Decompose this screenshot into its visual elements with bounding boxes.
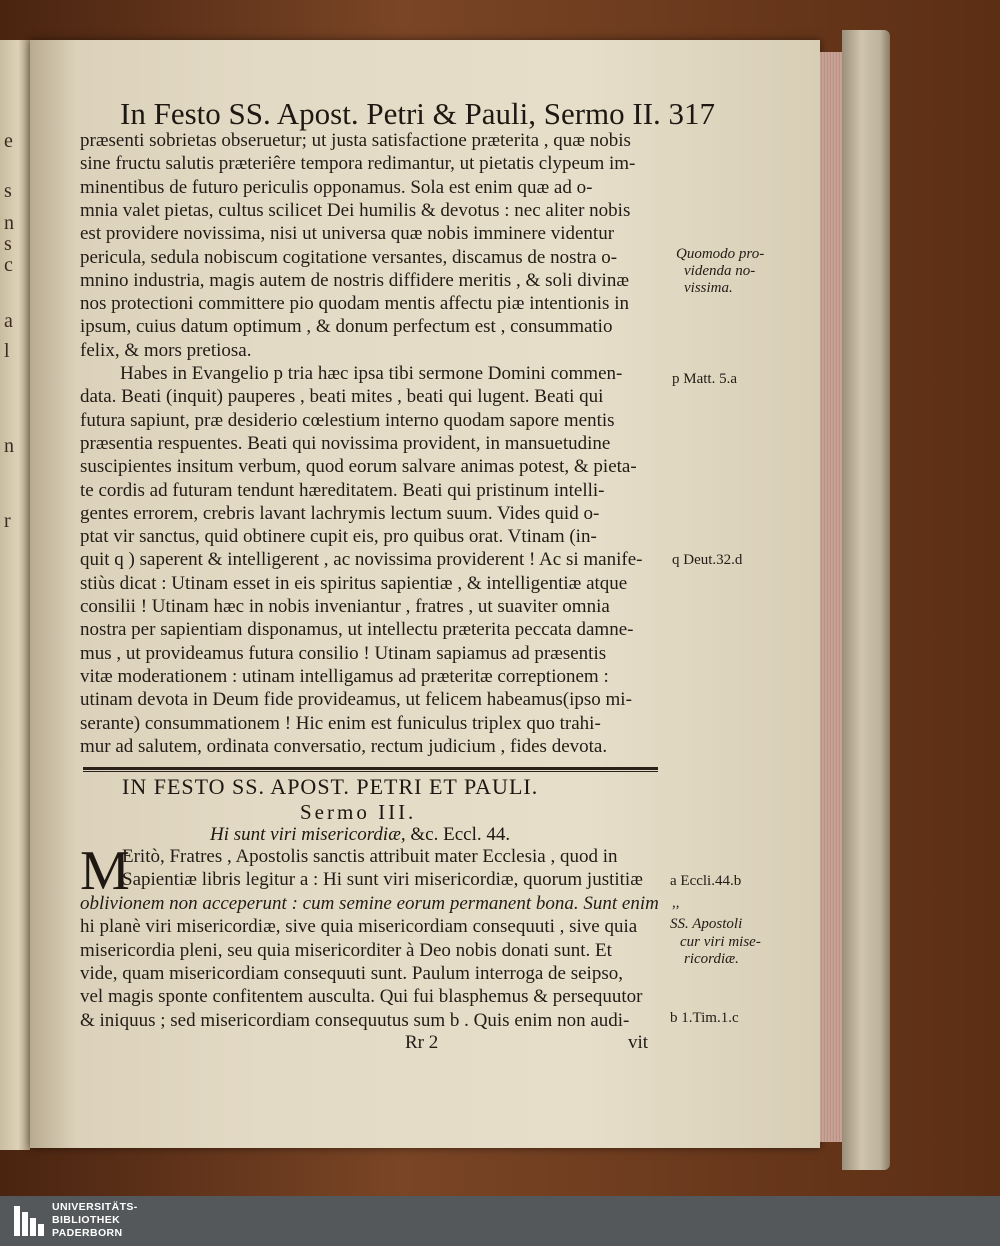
epigraph-italic: Hi sunt viri misericordiæ, bbox=[210, 824, 406, 845]
body-line: pericula, sedula nobiscum cogitatione versantes, discamus de nostra o- bbox=[80, 246, 618, 268]
body-line: te cordis ad futuram tendunt hæreditatem. Beati qui pristinum intelli- bbox=[80, 479, 605, 501]
sermon-line: hi planè viri misericordiæ, sive quia misericordiam consequuti , sive quia bbox=[80, 916, 638, 938]
catchword: vit bbox=[628, 1032, 649, 1053]
sermon-epigraph bbox=[210, 824, 510, 846]
running-head: In Festo SS. Apost. Petri & Pauli, Sermo II. 317 bbox=[120, 96, 716, 131]
body-line: mnino industria, magis autem de nostris diffidere meritis , & soli divinæ bbox=[80, 269, 630, 291]
section-rule bbox=[83, 767, 658, 770]
margin-note: a Eccli.44.b bbox=[670, 873, 742, 889]
body-line: nos protectioni committere pio quodam mentis affectu piæ intentionis in bbox=[80, 293, 629, 315]
sermon-line: & iniquus ; sed misericordiam consequutus sum b . Quis enim non audi- bbox=[80, 1009, 630, 1031]
body-line: vitæ moderationem : utinam intelligamus ad præteritæ correptionem : bbox=[80, 665, 609, 687]
body-line: præsentia respuentes. Beati qui novissima provident, in mansuetudine bbox=[80, 432, 611, 454]
section-rule-thin bbox=[83, 771, 658, 772]
facing-page-fragment: a bbox=[4, 310, 13, 332]
sermon-line: Sapientiæ libris legitur a : Hi sunt viri misericordiæ, quorum justitiæ bbox=[122, 869, 643, 891]
facing-page-fragment: l bbox=[4, 340, 10, 362]
facing-page-fragment: n bbox=[4, 435, 14, 457]
sermon-number: Sermo III. bbox=[300, 800, 417, 824]
body-line: stiùs dicat : Utinam esset in eis spiritus sapientiæ , & intelligentiæ atque bbox=[80, 572, 628, 594]
book-binding bbox=[842, 30, 890, 1170]
facing-page-fragment: e bbox=[4, 130, 13, 152]
body-line: utinam devota in Deum fide provideamus, ut felicem habeamus(ipso mi- bbox=[80, 689, 632, 711]
library-logo-icon bbox=[14, 1206, 44, 1236]
library-name-line3: PADERBORN bbox=[52, 1227, 123, 1239]
signature-mark: Rr 2 bbox=[405, 1032, 439, 1053]
margin-note: Quomodo pro- bbox=[676, 246, 765, 262]
epigraph-roman: &c. Eccl. 44. bbox=[405, 824, 511, 845]
body-line: data. Beati (inquit) pauperes , beati mites , beati qui lugent. Beati qui bbox=[80, 386, 604, 408]
body-line: Habes in Evangelio p tria hæc ipsa tibi sermone Domini commen- bbox=[120, 363, 623, 384]
margin-note: vissima. bbox=[684, 280, 733, 296]
library-name-line1: UNIVERSITÄTS- bbox=[52, 1201, 138, 1213]
facing-page-fragment: r bbox=[4, 510, 11, 532]
sermon-heading: IN FESTO SS. APOST. PETRI ET PAULI. bbox=[122, 774, 539, 799]
body-line: ipsum, cuius datum optimum , & donum perfectum est , consummatio bbox=[80, 316, 613, 338]
body-line: gentes errorem, crebris lavant lachrymis lectum suum. Vides quid o- bbox=[80, 502, 600, 524]
facing-page-fragment: s bbox=[4, 233, 12, 255]
margin-note: p Matt. 5.a bbox=[672, 371, 737, 387]
page-block-edges bbox=[820, 52, 842, 1142]
margin-note: SS. Apostoli bbox=[670, 916, 743, 932]
sermon-line: misericordia pleni, seu quia misericorditer à Deo nobis donati sunt. Et bbox=[80, 939, 612, 961]
library-name-line2: BIBLIOTHEK bbox=[52, 1214, 121, 1226]
body-line: minentibus de futuro periculis opponamus. Sola est enim quæ ad o- bbox=[80, 176, 593, 198]
facing-page-fragment: c bbox=[4, 254, 13, 276]
body-line: sine fructu salutis præteriêre tempora redimantur, ut pietatis clypeum im- bbox=[80, 153, 636, 175]
body-line: felix, & mors pretiosa. bbox=[80, 339, 252, 361]
body-line: ptat vir sanctus, quid obtinere cupit eis, pro quibus orat. Vtinam (in- bbox=[80, 526, 597, 548]
margin-note: videnda no- bbox=[684, 263, 756, 279]
library-footer bbox=[0, 1196, 1000, 1246]
body-line: serante) consummationem ! Hic enim est funiculus triplex quo trahi- bbox=[80, 712, 601, 734]
margin-note: cur viri mise- bbox=[680, 934, 761, 950]
body-line: mnia valet pietas, cultus scilicet Dei humilis & devotus : nec aliter nobis bbox=[80, 199, 631, 221]
facing-page-edge bbox=[0, 40, 30, 1150]
margin-note: ricordiæ. bbox=[684, 951, 739, 967]
body-line: consilii ! Utinam hæc in nobis inveniantur , fratres , ut suaviter omnia bbox=[80, 596, 610, 617]
sermon-line: vide, quam misericordiam consequuti sunt. Paulum interroga de seipso, bbox=[80, 963, 623, 984]
facing-page-fragment: n bbox=[4, 212, 14, 234]
body-line: mur ad salutem, ordinata conversatio, rectum judicium , fides devota. bbox=[80, 735, 608, 757]
margin-note: ,, bbox=[672, 895, 680, 911]
body-line: nostra per sapientiam disponamus, ut intellectu præterita peccata damne- bbox=[80, 619, 634, 641]
body-line: est providere novissima, nisi ut universa quæ nobis imminere videntur bbox=[80, 223, 615, 245]
margin-note: q Deut.32.d bbox=[672, 552, 743, 568]
sermon-line: oblivionem non acceperunt : cum semine eorum permanent bona. Sunt enim bbox=[80, 892, 659, 914]
facing-page-fragment: s bbox=[4, 180, 12, 202]
body-line: quit q ) saperent & intelligerent , ac novissima providerent ! Ac si manife- bbox=[80, 549, 643, 571]
body-line: præsenti sobrietas obseruetur; ut justa satisfactione præterita , quæ nobis bbox=[80, 130, 631, 151]
body-line: futura sapiunt, præ desiderio cœlestium interno quodam sapore mentis bbox=[80, 409, 615, 431]
body-line: suscipientes insitum verbum, quod eorum salvare animas potest, & pieta- bbox=[80, 456, 637, 478]
drop-cap: M bbox=[80, 840, 130, 902]
body-line: mus , ut provideamus futura consilio ! Utinam sapiamus ad præsentis bbox=[80, 642, 607, 664]
margin-note: b 1.Tim.1.c bbox=[670, 1010, 739, 1026]
sermon-line: vel magis sponte confitentem ausculta. Qui fui blasphemus & persequutor bbox=[80, 986, 643, 1008]
sermon-line: Eritò, Fratres , Apostolis sanctis attribuit mater Ecclesia , quod in bbox=[122, 846, 618, 867]
